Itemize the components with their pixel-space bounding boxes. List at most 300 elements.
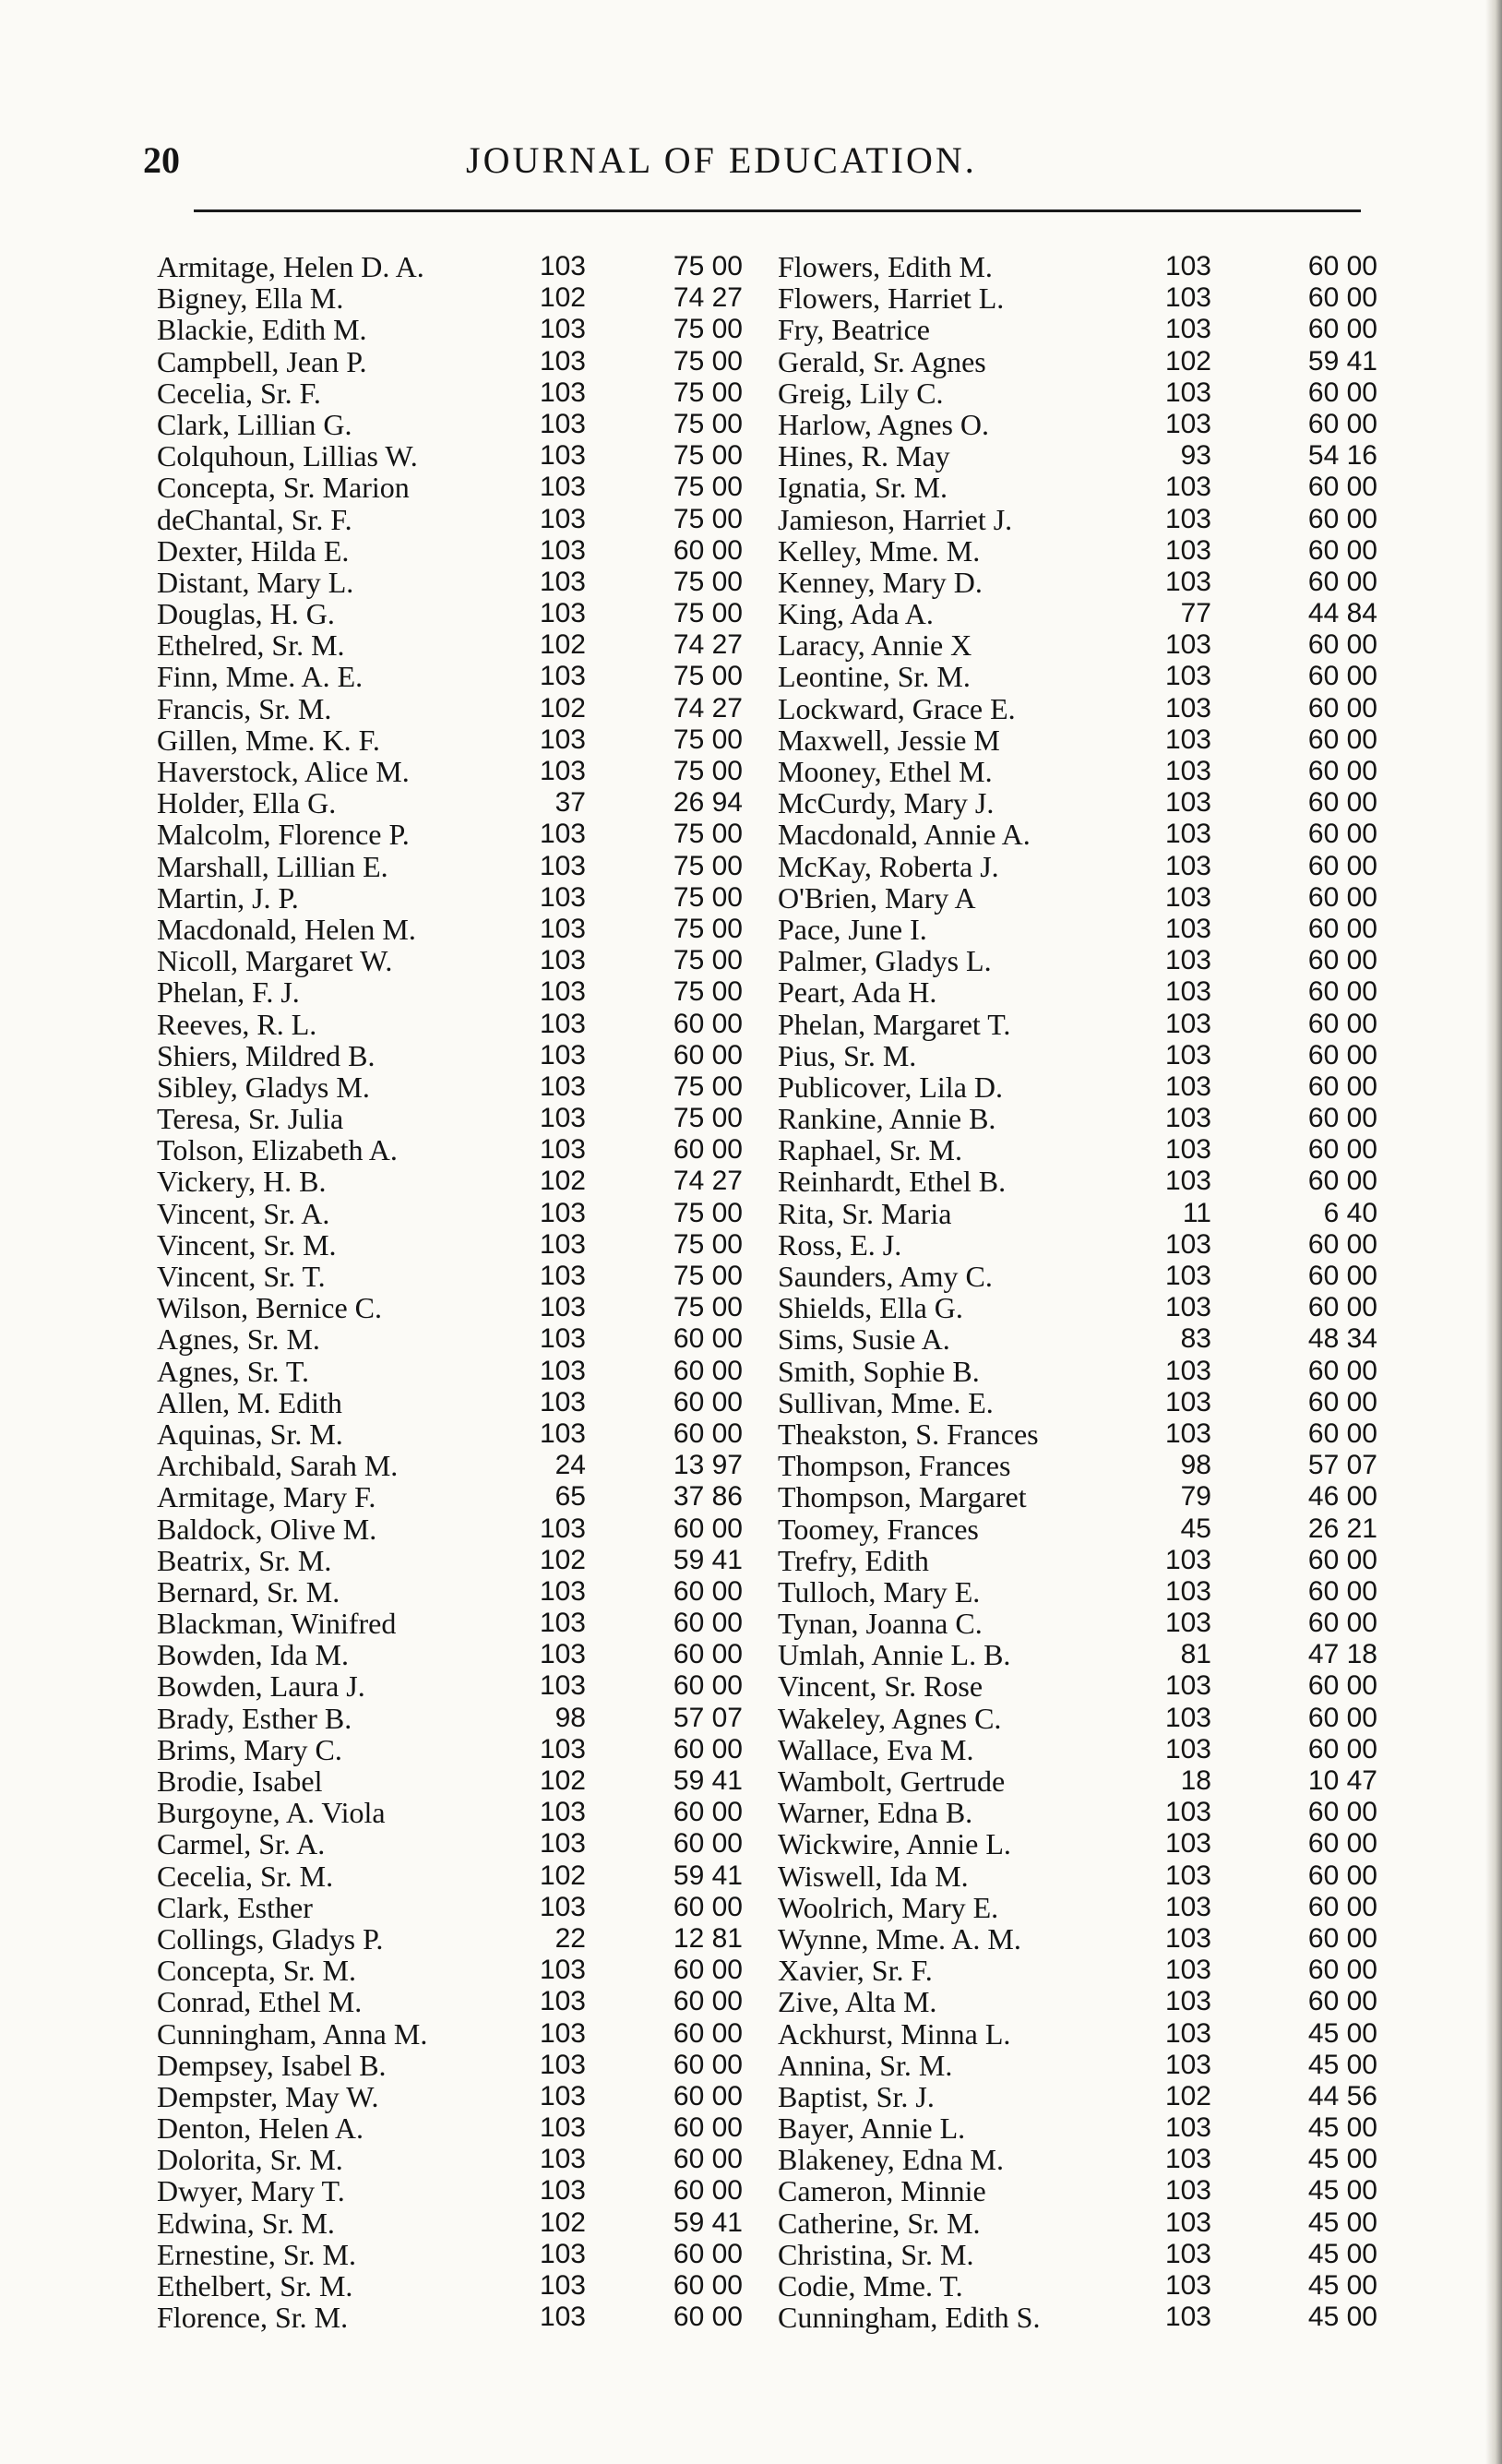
days-count: 103 <box>1164 2207 1211 2238</box>
teacher-name: Haverstock, Alice M. <box>157 755 410 788</box>
days-count: 103 <box>1164 472 1211 503</box>
teacher-name: Ethelbert, Sr. M. <box>157 2269 353 2303</box>
days-count: 102 <box>539 692 586 724</box>
days-count: 102 <box>539 2207 586 2238</box>
teacher-name: Marshall, Lillian E. <box>157 849 388 883</box>
days-count: 103 <box>1164 408 1211 439</box>
days-count: 93 <box>1180 440 1211 472</box>
teacher-name: Sibley, Gladys M. <box>157 1070 370 1104</box>
amount-paid: 75 00 <box>673 661 743 692</box>
days-count: 103 <box>539 1670 586 1702</box>
teacher-name: Beatrix, Sr. M. <box>157 1543 332 1577</box>
amount-paid: 74 27 <box>673 692 743 724</box>
amount-paid: 45 00 <box>1307 2238 1377 2269</box>
days-count: 103 <box>539 1228 586 1260</box>
days-count: 103 <box>1164 282 1211 314</box>
amount-paid: 75 00 <box>673 1103 743 1134</box>
days-count: 103 <box>539 976 586 1008</box>
teacher-name: McCurdy, Mary J. <box>778 786 995 820</box>
teacher-name: Tulloch, Mary E. <box>778 1574 981 1609</box>
teacher-name: Edwina, Sr. M. <box>157 2206 335 2240</box>
days-count: 81 <box>1180 1639 1211 1670</box>
teacher-name: Nicoll, Margaret W. <box>157 944 393 978</box>
amount-paid: 60 00 <box>1307 1008 1377 1039</box>
days-count: 103 <box>539 756 586 786</box>
teacher-name: Holder, Ella G. <box>157 786 337 820</box>
amount-paid: 60 00 <box>1307 1797 1377 1828</box>
amount-paid: 60 00 <box>1307 945 1377 976</box>
amount-paid: 6 40 <box>1323 1197 1377 1228</box>
days-count: 103 <box>539 2049 586 2080</box>
amount-paid: 60 00 <box>1307 1828 1377 1860</box>
teacher-name: Aquinas, Sr. M. <box>157 1417 343 1451</box>
days-count: 103 <box>1164 1670 1211 1702</box>
days-count: 103 <box>539 1608 586 1639</box>
amount-paid: 45 00 <box>1307 2112 1377 2144</box>
amount-paid: 60 00 <box>673 1575 743 1607</box>
teacher-name: Pius, Sr. M. <box>778 1038 917 1072</box>
days-count: 103 <box>1164 2017 1211 2049</box>
amount-paid: 60 00 <box>673 1828 743 1860</box>
amount-paid: 60 00 <box>1307 787 1377 819</box>
amount-paid: 60 00 <box>1307 503 1377 534</box>
amount-paid: 75 00 <box>673 819 743 850</box>
days-count: 103 <box>1164 1039 1211 1071</box>
teacher-name: Vincent, Sr. A. <box>157 1196 330 1230</box>
teacher-name: Armitage, Mary F. <box>157 1480 376 1514</box>
days-count: 103 <box>539 345 586 377</box>
teacher-name: Woolrich, Mary E. <box>778 1890 999 1924</box>
days-count: 102 <box>1164 345 1211 377</box>
teacher-name: Blakeney, Edna M. <box>778 2143 1004 2177</box>
amount-paid: 75 00 <box>673 440 743 472</box>
teacher-name: Leontine, Sr. M. <box>778 660 971 694</box>
teacher-name: Kelley, Mme. M. <box>778 533 981 568</box>
days-count: 103 <box>1164 1733 1211 1764</box>
amount-paid: 60 00 <box>673 1986 743 2017</box>
teacher-name: Flowers, Harriet L. <box>778 281 1005 316</box>
amount-paid: 60 00 <box>673 1608 743 1639</box>
page-header <box>143 138 1361 194</box>
days-count: 103 <box>1164 1986 1211 2017</box>
amount-paid: 60 00 <box>673 1323 743 1355</box>
amount-paid: 45 00 <box>1307 2207 1377 2238</box>
amount-paid: 75 00 <box>673 945 743 976</box>
teacher-name: Brims, Mary C. <box>157 1732 342 1766</box>
amount-paid: 75 00 <box>673 377 743 408</box>
teacher-name: Distant, Mary L. <box>157 565 354 599</box>
amount-paid: 75 00 <box>673 503 743 534</box>
amount-paid: 45 00 <box>1307 2017 1377 2049</box>
teacher-name: Cameron, Minnie <box>778 2174 986 2208</box>
days-count: 103 <box>539 1797 586 1828</box>
days-count: 102 <box>539 282 586 314</box>
amount-paid: 60 00 <box>1307 1702 1377 1733</box>
days-count: 103 <box>539 1071 586 1102</box>
teacher-name: Bowden, Ida M. <box>157 1638 349 1672</box>
days-count: 103 <box>1164 314 1211 345</box>
amount-paid: 26 21 <box>1307 1513 1377 1544</box>
header-rule <box>194 209 1361 212</box>
amount-paid: 60 00 <box>1307 1575 1377 1607</box>
days-count: 103 <box>1164 1008 1211 1039</box>
teacher-name: Wilson, Bernice C. <box>157 1291 382 1325</box>
teacher-name: Collings, Gladys P. <box>157 1921 384 1956</box>
amount-paid: 74 27 <box>673 1166 743 1197</box>
days-count: 37 <box>554 787 586 819</box>
teacher-name: Palmer, Gladys L. <box>778 944 992 978</box>
teacher-name: Colquhoun, Lillias W. <box>157 439 418 473</box>
teacher-name: Toomey, Frances <box>778 1512 979 1546</box>
amount-paid: 75 00 <box>673 850 743 881</box>
days-count: 103 <box>539 534 586 566</box>
days-count: 103 <box>539 913 586 944</box>
amount-paid: 75 00 <box>673 566 743 597</box>
days-count: 103 <box>1164 2175 1211 2207</box>
amount-paid: 60 00 <box>1307 408 1377 439</box>
days-count: 79 <box>1180 1481 1211 1513</box>
days-count: 103 <box>1164 1261 1211 1291</box>
amount-paid: 60 00 <box>1307 1544 1377 1575</box>
teacher-name: Reeves, R. L. <box>157 1007 317 1041</box>
days-count: 11 <box>1182 1197 1211 1228</box>
teacher-name: Thompson, Margaret <box>778 1480 1027 1514</box>
amount-paid: 60 00 <box>1307 377 1377 408</box>
amount-paid: 75 00 <box>673 913 743 944</box>
days-count: 103 <box>539 1197 586 1228</box>
teacher-name: Conrad, Ethel M. <box>157 1985 363 2019</box>
days-count: 103 <box>539 1292 586 1323</box>
teacher-name: Cunningham, Edith S. <box>778 2301 1041 2335</box>
days-count: 103 <box>539 850 586 881</box>
teacher-name: Clark, Esther <box>157 1890 313 1924</box>
amount-paid: 45 00 <box>1307 2049 1377 2080</box>
amount-paid: 60 00 <box>1307 1228 1377 1260</box>
teacher-name: Harlow, Agnes O. <box>778 407 989 441</box>
days-count: 103 <box>539 1828 586 1860</box>
teacher-name: Douglas, H. G. <box>157 597 335 631</box>
teacher-name: Laracy, Annie X <box>778 628 972 663</box>
days-count: 22 <box>554 1922 586 1954</box>
amount-paid: 60 00 <box>673 2302 743 2333</box>
amount-paid: 60 00 <box>673 1797 743 1828</box>
teacher-name: Wakeley, Agnes C. <box>778 1701 1002 1735</box>
days-count: 103 <box>539 1955 586 1986</box>
teacher-name: Catherine, Sr. M. <box>778 2206 981 2240</box>
days-count: 103 <box>539 1891 586 1922</box>
amount-paid: 59 41 <box>1307 345 1377 377</box>
days-count: 103 <box>539 472 586 503</box>
teacher-name: Concepta, Sr. M. <box>157 1954 356 1988</box>
days-count: 103 <box>539 724 586 755</box>
teacher-name: Florence, Sr. M. <box>157 2301 349 2335</box>
page-number: 20 <box>143 139 180 181</box>
amount-paid: 60 00 <box>1307 692 1377 724</box>
days-count: 103 <box>1164 913 1211 944</box>
amount-paid: 45 00 <box>1307 2144 1377 2175</box>
teacher-name: Baptist, Sr. J. <box>778 2079 935 2113</box>
amount-paid: 59 41 <box>673 1860 743 1891</box>
teacher-name: Burgoyne, A. Viola <box>157 1796 386 1830</box>
amount-paid: 60 00 <box>1307 1292 1377 1323</box>
teacher-name: Macdonald, Helen M. <box>157 912 416 946</box>
amount-paid: 60 00 <box>673 2080 743 2111</box>
days-count: 103 <box>539 1323 586 1355</box>
teacher-name: Mooney, Ethel M. <box>778 755 993 788</box>
teacher-name: Greig, Lily C. <box>778 376 944 410</box>
teacher-name: Thompson, Frances <box>778 1449 1011 1483</box>
amount-paid: 60 00 <box>1307 1166 1377 1197</box>
teacher-name: Zive, Alta M. <box>778 1985 937 2019</box>
amount-paid: 75 00 <box>673 314 743 345</box>
days-count: 103 <box>1164 1828 1211 1860</box>
days-count: 103 <box>539 1733 586 1764</box>
days-count: 103 <box>539 2080 586 2111</box>
running-title: JOURNAL OF EDUCATION. <box>466 139 977 181</box>
teacher-name: Kenney, Mary D. <box>778 565 983 599</box>
teacher-name: Annina, Sr. M. <box>778 2048 953 2082</box>
teacher-name: Francis, Sr. M. <box>157 691 332 725</box>
amount-paid: 60 00 <box>1307 1134 1377 1166</box>
teacher-name: Carmel, Sr. A. <box>157 1827 326 1861</box>
days-count: 103 <box>1164 1417 1211 1449</box>
days-count: 103 <box>539 1639 586 1670</box>
amount-paid: 60 00 <box>673 2112 743 2144</box>
teacher-name: Vincent, Sr. T. <box>157 1260 326 1293</box>
amount-paid: 26 94 <box>673 787 743 819</box>
days-count: 103 <box>1164 2049 1211 2080</box>
teacher-name: Dempster, May W. <box>157 2079 379 2113</box>
amount-paid: 60 00 <box>1307 1986 1377 2017</box>
teacher-name: Martin, J. P. <box>157 880 299 915</box>
teacher-name: Sullivan, Mme. E. <box>778 1385 994 1419</box>
days-count: 103 <box>1164 1860 1211 1891</box>
days-count: 103 <box>1164 756 1211 786</box>
days-count: 103 <box>1164 1292 1211 1323</box>
days-count: 103 <box>1164 1608 1211 1639</box>
days-count: 103 <box>539 1386 586 1417</box>
amount-paid: 60 00 <box>1307 976 1377 1008</box>
teacher-name: Jamieson, Harriet J. <box>778 502 1013 536</box>
amount-paid: 13 97 <box>673 1450 743 1481</box>
amount-paid: 75 00 <box>673 724 743 755</box>
days-count: 103 <box>1164 1575 1211 1607</box>
amount-paid: 60 00 <box>1307 629 1377 661</box>
days-count: 103 <box>539 1986 586 2017</box>
teacher-name: Bernard, Sr. M. <box>157 1574 340 1609</box>
teacher-name: Shields, Ella G. <box>778 1291 963 1325</box>
teacher-name: McKay, Roberta J. <box>778 849 999 883</box>
days-count: 103 <box>539 2144 586 2175</box>
days-count: 103 <box>539 598 586 629</box>
teacher-name: Cunningham, Anna M. <box>157 2016 428 2051</box>
days-count: 103 <box>539 2238 586 2269</box>
teacher-name: Bowden, Laura J. <box>157 1669 365 1704</box>
teacher-name: Bigney, Ella M. <box>157 281 344 316</box>
teacher-name: Phelan, Margaret T. <box>778 1007 1011 1041</box>
days-count: 102 <box>539 1166 586 1197</box>
amount-paid: 60 00 <box>673 1513 743 1544</box>
amount-paid: 60 00 <box>673 2270 743 2301</box>
amount-paid: 60 00 <box>1307 566 1377 597</box>
days-count: 103 <box>1164 661 1211 692</box>
amount-paid: 47 18 <box>1307 1639 1377 1670</box>
amount-paid: 60 00 <box>673 2238 743 2269</box>
teacher-name: Wynne, Mme. A. M. <box>778 1921 1021 1956</box>
teacher-name: Smith, Sophie B. <box>778 1354 980 1388</box>
days-count: 103 <box>539 1417 586 1449</box>
amount-paid: 57 07 <box>1307 1450 1377 1481</box>
days-count: 103 <box>1164 2302 1211 2333</box>
days-count: 103 <box>1164 377 1211 408</box>
days-count: 103 <box>539 251 586 281</box>
amount-paid: 60 00 <box>1307 1670 1377 1702</box>
amount-paid: 60 00 <box>673 1733 743 1764</box>
teacher-name: Warner, Edna B. <box>778 1796 973 1830</box>
days-count: 103 <box>539 881 586 913</box>
teacher-name: Finn, Mme. A. E. <box>157 660 364 694</box>
days-count: 103 <box>1164 1386 1211 1417</box>
teacher-name: Cecelia, Sr. F. <box>157 376 321 410</box>
teacher-name: Gerald, Sr. Agnes <box>778 344 986 378</box>
days-count: 103 <box>539 314 586 345</box>
amount-paid: 75 00 <box>673 408 743 439</box>
amount-paid: 44 56 <box>1307 2080 1377 2111</box>
teacher-name: Rita, Sr. Maria <box>778 1196 952 1230</box>
teacher-name: Ernestine, Sr. M. <box>157 2237 356 2271</box>
amount-paid: 75 00 <box>673 251 743 281</box>
teacher-name: Publicover, Lila D. <box>778 1070 1003 1104</box>
amount-paid: 59 41 <box>673 2207 743 2238</box>
amount-paid: 75 00 <box>673 1261 743 1291</box>
amount-paid: 60 00 <box>1307 1608 1377 1639</box>
amount-paid: 60 00 <box>1307 472 1377 503</box>
days-count: 65 <box>554 1481 586 1513</box>
teacher-name: Malcolm, Florence P. <box>157 818 410 852</box>
teacher-name: Dwyer, Mary T. <box>157 2174 345 2208</box>
teacher-name: Fry, Beatrice <box>778 313 930 347</box>
teacher-name: Ackhurst, Minna L. <box>778 2016 1011 2051</box>
teacher-name: Wickwire, Annie L. <box>778 1827 1011 1861</box>
teacher-name: Ethelred, Sr. M. <box>157 628 345 663</box>
days-count: 103 <box>539 503 586 534</box>
amount-paid: 60 00 <box>1307 314 1377 345</box>
amount-paid: 75 00 <box>673 598 743 629</box>
days-count: 18 <box>1180 1765 1211 1796</box>
teacher-name: Tolson, Elizabeth A. <box>157 1133 398 1167</box>
amount-paid: 75 00 <box>673 1071 743 1102</box>
teacher-name: Hines, R. May <box>778 439 950 473</box>
amount-paid: 60 00 <box>1307 913 1377 944</box>
teacher-name: Agnes, Sr. M. <box>157 1322 320 1357</box>
amount-paid: 60 00 <box>673 1355 743 1386</box>
amount-paid: 60 00 <box>1307 661 1377 692</box>
amount-paid: 60 00 <box>1307 756 1377 786</box>
amount-paid: 60 00 <box>1307 1071 1377 1102</box>
teacher-name: Agnes, Sr. T. <box>157 1354 310 1388</box>
teacher-name: Blackman, Winifred <box>157 1607 397 1641</box>
teacher-name: Cecelia, Sr. M. <box>157 1859 334 1893</box>
amount-paid: 75 00 <box>673 756 743 786</box>
days-count: 103 <box>539 1513 586 1544</box>
amount-paid: 60 00 <box>1307 1386 1377 1417</box>
teacher-name: Denton, Helen A. <box>157 2111 364 2146</box>
days-count: 103 <box>1164 534 1211 566</box>
teacher-name: O'Brien, Mary A <box>778 880 976 915</box>
days-count: 103 <box>1164 976 1211 1008</box>
amount-paid: 60 00 <box>673 1639 743 1670</box>
days-count: 103 <box>539 440 586 472</box>
days-count: 103 <box>539 945 586 976</box>
amount-paid: 60 00 <box>673 2175 743 2207</box>
teacher-name: Wallace, Eva M. <box>778 1732 974 1766</box>
teacher-name: Xavier, Sr. F. <box>778 1954 933 1988</box>
teacher-name: Brady, Esther B. <box>157 1701 352 1735</box>
days-count: 103 <box>539 1039 586 1071</box>
amount-paid: 45 00 <box>1307 2270 1377 2301</box>
teacher-name: Flowers, Edith M. <box>778 250 993 283</box>
amount-paid: 12 81 <box>673 1922 743 1954</box>
amount-paid: 59 41 <box>673 1544 743 1575</box>
days-count: 103 <box>1164 2270 1211 2301</box>
amount-paid: 60 00 <box>1307 534 1377 566</box>
days-count: 103 <box>539 1355 586 1386</box>
days-count: 45 <box>1180 1513 1211 1544</box>
days-count: 103 <box>539 2017 586 2049</box>
amount-paid: 46 00 <box>1307 1481 1377 1513</box>
days-count: 103 <box>1164 1922 1211 1954</box>
teacher-name: deChantal, Sr. F. <box>157 502 352 536</box>
teacher-name: Pace, June I. <box>778 912 927 946</box>
amount-paid: 60 00 <box>673 2144 743 2175</box>
amount-paid: 60 00 <box>1307 850 1377 881</box>
teacher-name: Lockward, Grace E. <box>778 691 1016 725</box>
days-count: 103 <box>539 819 586 850</box>
teacher-name: Codie, Mme. T. <box>778 2269 963 2303</box>
amount-paid: 60 00 <box>1307 881 1377 913</box>
days-count: 103 <box>1164 1355 1211 1386</box>
teacher-name: Maxwell, Jessie M <box>778 723 1000 757</box>
teacher-name: Reinhardt, Ethel B. <box>778 1165 1007 1199</box>
teacher-name: Wiswell, Ida M. <box>778 1859 969 1893</box>
teacher-name: Teresa, Sr. Julia <box>157 1102 344 1136</box>
amount-paid: 60 00 <box>1307 1261 1377 1291</box>
days-count: 103 <box>539 1103 586 1134</box>
amount-paid: 45 00 <box>1307 2302 1377 2333</box>
days-count: 102 <box>539 1765 586 1796</box>
amount-paid: 60 00 <box>1307 1417 1377 1449</box>
days-count: 103 <box>1164 2112 1211 2144</box>
days-count: 103 <box>1164 881 1211 913</box>
days-count: 102 <box>539 1860 586 1891</box>
teacher-name: King, Ada A. <box>778 597 934 631</box>
teacher-name: Trefry, Edith <box>778 1543 929 1577</box>
amount-paid: 60 00 <box>1307 1103 1377 1134</box>
amount-paid: 75 00 <box>673 976 743 1008</box>
days-count: 103 <box>1164 1797 1211 1828</box>
amount-paid: 74 27 <box>673 282 743 314</box>
amount-paid: 60 00 <box>1307 819 1377 850</box>
days-count: 102 <box>539 629 586 661</box>
amount-paid: 57 07 <box>673 1702 743 1733</box>
teacher-name: Tynan, Joanna C. <box>778 1607 983 1641</box>
days-count: 102 <box>539 1544 586 1575</box>
days-count: 103 <box>1164 2238 1211 2269</box>
amount-paid: 60 00 <box>673 1955 743 1986</box>
days-count: 103 <box>539 377 586 408</box>
amount-paid: 60 00 <box>673 1891 743 1922</box>
days-count: 103 <box>1164 1134 1211 1166</box>
